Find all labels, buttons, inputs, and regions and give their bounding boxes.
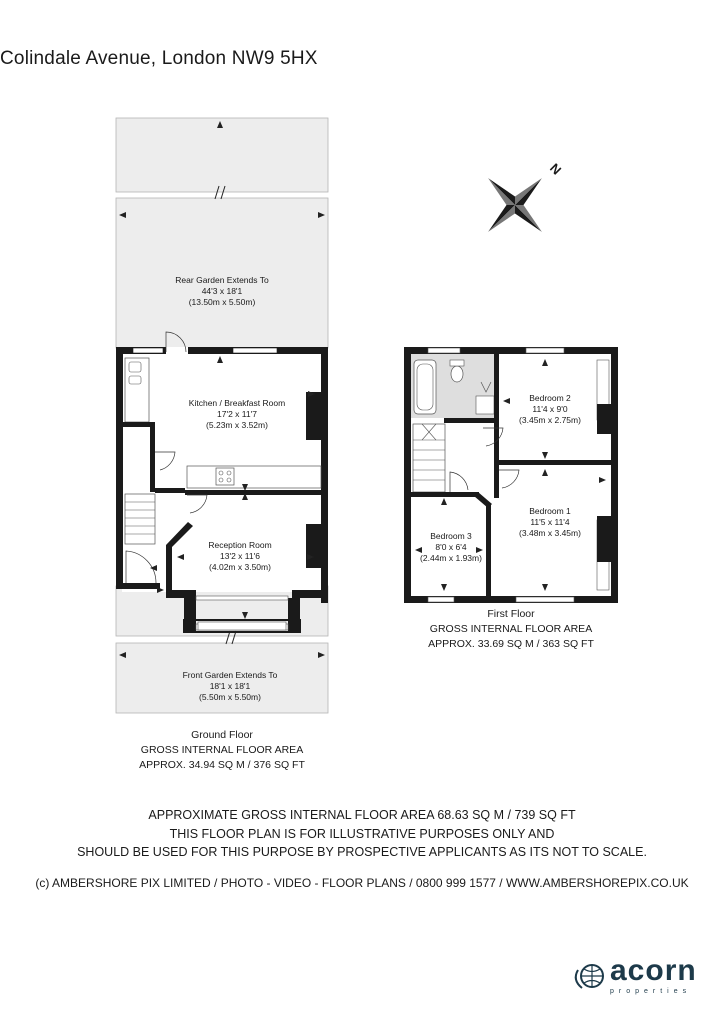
room-imperial: 44'3 x 18'1 bbox=[201, 286, 243, 296]
copyright-line: (c) AMBERSHORE PIX LIMITED / PHOTO - VIDEO - FLOOR PLANS / 0800 999 1577 / WWW.AMBERSHOREPIX.CO.UK bbox=[35, 876, 689, 890]
bedroom3-label bbox=[412, 531, 490, 564]
rear-garden bbox=[116, 118, 328, 348]
disclaimer-notes bbox=[0, 806, 724, 862]
brand-block bbox=[610, 954, 710, 995]
room-metric: (3.48m x 3.45m) bbox=[519, 528, 581, 538]
bedroom1-label bbox=[505, 506, 595, 539]
room-metric: (5.23m x 3.52m) bbox=[206, 420, 268, 430]
room-imperial: 13'2 x 11'6 bbox=[220, 551, 260, 561]
first-floor-plan bbox=[404, 347, 618, 603]
floor-name: First Floor bbox=[487, 608, 535, 620]
floor-name: Ground Floor bbox=[191, 729, 253, 741]
room-name: Bedroom 2 bbox=[529, 393, 571, 403]
room-metric: (3.45m x 2.75m) bbox=[519, 415, 581, 425]
floor-area-value: APPROX. 34.94 SQ M / 376 SQ FT bbox=[139, 759, 305, 771]
floor-area-label: GROSS INTERNAL FLOOR AREA bbox=[140, 744, 304, 756]
room-name: Bedroom 1 bbox=[529, 506, 571, 516]
bedroom2-label bbox=[505, 393, 595, 426]
rear-garden-label bbox=[150, 275, 294, 308]
room-imperial: 18'1 x 18'1 bbox=[209, 681, 251, 691]
brand-tagline: properties bbox=[610, 988, 692, 995]
room-imperial: 8'0 x 6'4 bbox=[435, 542, 467, 552]
kitchen-label bbox=[165, 398, 309, 431]
scale-note: SHOULD BE USED FOR THIS PURPOSE BY PROSPECTIVE APPLICANTS AS ITS NOT TO SCALE. bbox=[77, 845, 647, 859]
room-imperial: 11'5 x 11'4 bbox=[530, 517, 570, 527]
ground-floor-plan bbox=[116, 332, 328, 632]
floor-area-value: APPROX. 33.69 SQ M / 363 SQ FT bbox=[428, 638, 594, 650]
room-metric: (4.02m x 3.50m) bbox=[209, 562, 271, 572]
illustrative-note: THIS FLOOR PLAN IS FOR ILLUSTRATIVE PURPOSES ONLY AND bbox=[169, 826, 555, 841]
total-area-note: APPROXIMATE GROSS INTERNAL FLOOR AREA 68.63 SQ M / 739 SQ FT bbox=[148, 808, 576, 822]
first-floor-caption bbox=[404, 607, 618, 652]
brand-name: acorn bbox=[610, 954, 697, 987]
acorn-logo-icon bbox=[576, 965, 603, 988]
room-metric: (2.44m x 1.93m) bbox=[420, 553, 482, 563]
page-title: Colindale Avenue, London NW9 5HX bbox=[0, 48, 318, 69]
room-metric: (13.50m x 5.50m) bbox=[188, 297, 256, 307]
room-name: Rear Garden Extends To bbox=[175, 275, 269, 285]
floor-area-label: GROSS INTERNAL FLOOR AREA bbox=[429, 623, 593, 635]
ground-floor-caption bbox=[116, 728, 328, 773]
room-name: Bedroom 3 bbox=[430, 531, 472, 541]
front-garden-label bbox=[150, 670, 310, 703]
room-metric: (5.50m x 5.50m) bbox=[199, 692, 261, 702]
room-imperial: 11'4 x 9'0 bbox=[532, 404, 568, 414]
room-name: Kitchen / Breakfast Room bbox=[188, 398, 286, 408]
room-imperial: 17'2 x 11'7 bbox=[217, 409, 257, 419]
room-name: Reception Room bbox=[208, 540, 272, 550]
room-name: Front Garden Extends To bbox=[182, 670, 278, 680]
reception-label bbox=[175, 540, 305, 573]
compass-north-label: N bbox=[547, 160, 565, 178]
